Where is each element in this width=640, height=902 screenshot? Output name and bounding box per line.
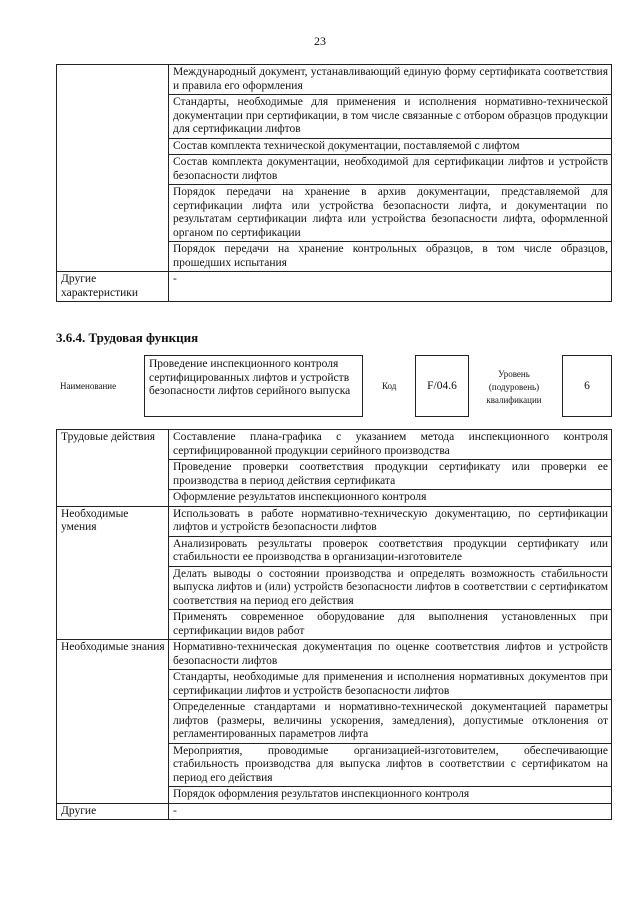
table-cell: Использовать в работе нормативно-техническую документацию, по сертификации лифтов и устройств безопасности лифтов [169,506,612,536]
code-box: F/04.6 [415,355,469,417]
table-cell: Оформление результатов инспекционного контроля [169,490,612,507]
table-cell: Международный документ, устанавливающий единую форму сертификата соответствия и правила его оформления [169,65,612,95]
table-cell: Порядок передачи на хранение в архив документации, представляемой для сертификации лифта или устройства безопасности лифта, и документации по результатам сертификации лифта или устройства безопасности лифта, оформленной органом по сертификации [169,185,612,242]
bottom-table [56,429,612,820]
function-name-box: Проведение инспекционного контроля сертифицированных лифтов и устройств безопасности лифтов серийного выпуска [144,355,363,417]
code-label: Код [382,381,397,391]
table-row [57,803,612,820]
table-cell: Анализировать результаты проверок соответствия продукции сертификату или стабильности ее производства в организации-изготовителе [169,536,612,566]
qualification-level-box: 6 [562,355,612,417]
table-cell: Составление плана-графика с указанием метода инспекционного контроля сертифицированной продукции серийного производства [169,430,612,460]
row-label-other: Другие [57,803,169,820]
table-cell: Стандарты, необходимые для применения и исполнения нормативно-технической документации при сертификации, в том числе связанные с отбором образцов продукции для сертификации лифтов [169,95,612,139]
table-cell: Делать выводы о состоянии производства и определять возможность стабильности выпуска лифтов и (или) устройств безопасности лифтов в соответствии с сертификатом соответствия на период его действия [169,566,612,610]
row-label [57,65,169,272]
table-cell: Мероприятия, проводимые организацией-изготовителем, обеспечивающие стабильность производства для выпуска лифтов в соответствии с сертификатом на период его действия [169,743,612,787]
table-cell: Определенные стандартами и нормативно-технической документацией параметры лифтов (размеры, величины ускорения, замедления), допустимые отклонения от регламентированных параметров лифта [169,700,612,744]
top-table [56,64,612,302]
table-cell: - [169,803,612,820]
table-cell: Стандарты, необходимые для применения и исполнения нормативных документов при сертификации лифтов и устройств безопасности лифтов [169,670,612,700]
table-cell: Состав комплекта технической документации, поставляемой с лифтом [169,138,612,155]
row-label-required-skills: Необходимые умения [57,506,169,640]
table-cell: Состав комплекта документации, необходимой для сертификации лифтов и устройств безопасности лифтов [169,155,612,185]
table-cell: - [169,272,612,302]
table-cell: Нормативно-техническая документация по оценке соответствия лифтов и устройств безопасности лифтов [169,640,612,670]
row-label-other-characteristics: Другие характеристики [57,272,169,302]
qualification-level-label: Уровень (подуровень) квалификации [486,369,542,405]
table-row [57,272,612,302]
table-cell: Проведение проверки соответствия продукции сертификату или проверки ее производства в период действия сертификата [169,460,612,490]
row-label-required-knowledge: Необходимые знания [57,640,169,804]
section-heading: 3.6.4. Трудовая функция [56,330,199,345]
table-cell: Порядок передачи на хранение контрольных образцов, в том числе образцов, прошедших испытания [169,242,612,272]
name-label: Наименование [60,381,117,391]
table-row [57,430,612,460]
table-cell: Порядок оформления результатов инспекционного контроля [169,787,612,804]
table-row [57,640,612,670]
table-cell: Применять современное оборудование для выполнения установленных при сертификации видов работ [169,610,612,640]
table-row [57,506,612,536]
row-label-labor-actions: Трудовые действия [57,430,169,507]
page-number: 23 [314,34,326,48]
table-row [57,65,612,95]
